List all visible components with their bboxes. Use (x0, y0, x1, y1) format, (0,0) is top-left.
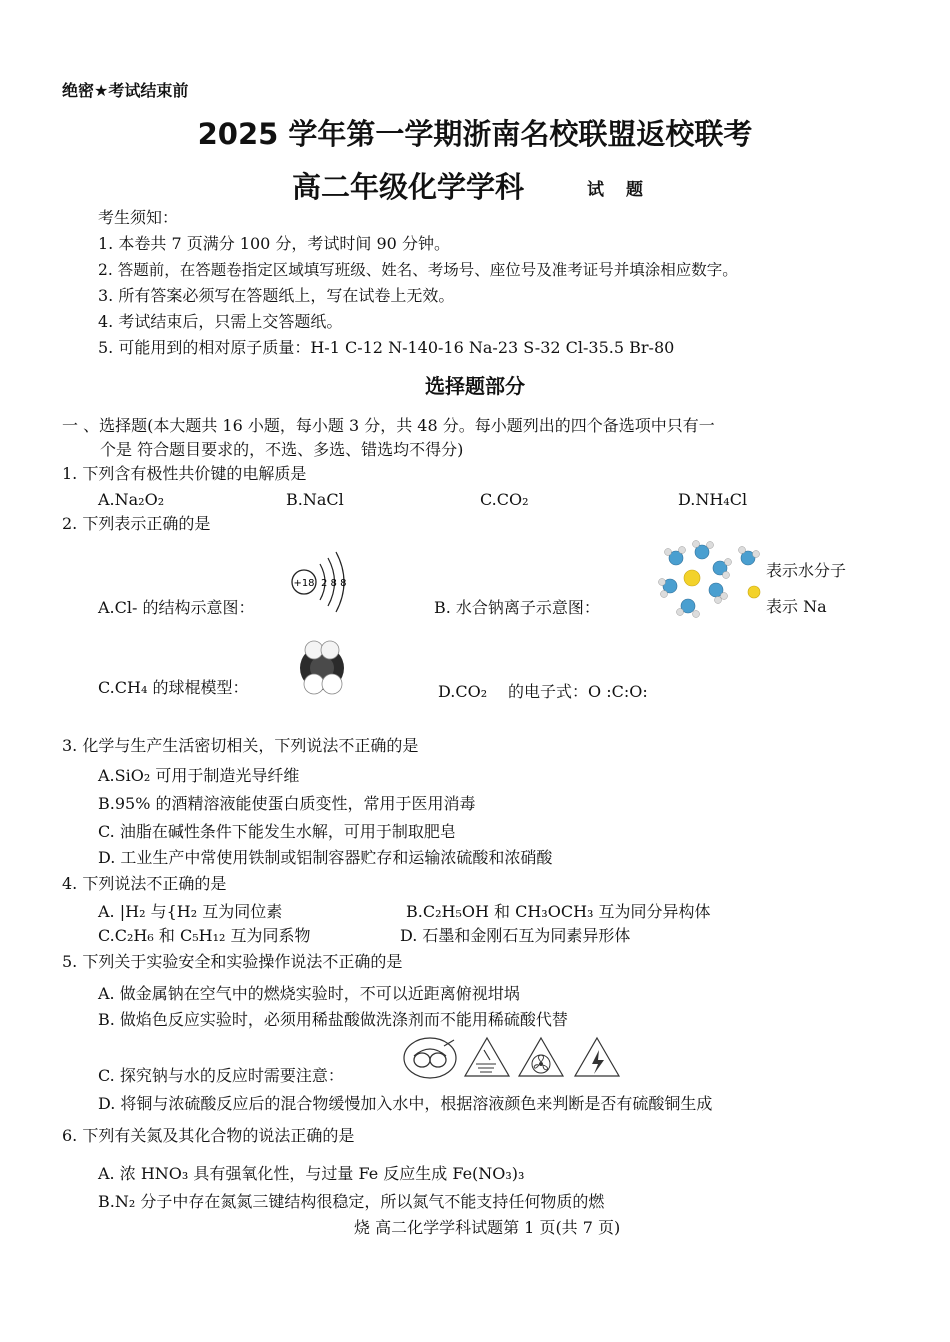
q3-stem: 3. 化学与生产生活密切相关，下列说法不正确的是 (62, 736, 419, 755)
q1-option-a: A.Na₂O₂ (98, 490, 165, 509)
q2-option-d-text: 的电子式：O :C:O: (508, 682, 648, 701)
exam-subject-title: 高二年级化学学科 (292, 170, 525, 204)
q6-stem: 6. 下列有关氮及其化合物的说法正确的是 (62, 1126, 355, 1145)
hydrated-sodium-ion-diagram (656, 540, 766, 620)
notice-item-2: 2. 答题前，在答题卷指定区域填写班级、姓名、考场号、座位号及准考证号并填涂相应数字。 (98, 261, 738, 279)
electron-shells: 2 8 8 (321, 578, 347, 589)
q2-option-a: A.Cl- 的结构示意图： (98, 598, 255, 617)
q2-option-c: C.CH₄ 的球棍模型： (98, 678, 249, 697)
q5-option-c: C. 探究钠与水的反应时需要注意： (98, 1066, 344, 1085)
q1-option-d: D.NH₄Cl (678, 490, 748, 509)
notice-item-5: 5. 可能用到的相对原子质量：H-1 C-12 N-140-16 Na-23 S-32 Cl-35.5 Br-80 (98, 338, 675, 357)
goggles-icon (402, 1034, 458, 1080)
q5-option-d: D. 将铜与浓硫酸反应后的混合物缓慢加入水中，根据溶液颜色来判断是否有硫酸铜生成 (98, 1094, 713, 1113)
fan-ventilation-icon (516, 1034, 566, 1080)
q3-option-d: D. 工业生产中常使用铁制或铝制容器贮存和运输浓硫酸和浓硝酸 (98, 848, 553, 867)
q4-stem: 4. 下列说法不正确的是 (62, 874, 227, 893)
notice-heading: 考生须知： (98, 208, 179, 227)
q1-stem: 1. 下列含有极性共价键的电解质是 (62, 464, 307, 483)
q4-option-d: D. 石墨和金刚石互为同素异形体 (400, 926, 631, 945)
q2-stem: 2. 下列表示正确的是 (62, 514, 211, 533)
exam-title-suffix: 试题 (587, 180, 665, 200)
q3-option-a: A.SiO₂ 可用于制造光导纤维 (98, 766, 300, 785)
q2-option-b: B. 水合钠离子示意图： (434, 598, 600, 617)
section-title: 选择题部分 (425, 374, 525, 398)
q4-option-b: B.C₂H₅OH 和 CH₃OCH₃ 互为同分异构体 (406, 902, 711, 921)
q4-option-a: A. |H₂ 与{H₂ 互为同位素 (98, 902, 283, 921)
q6-option-a: A. 浓 HNO₃ 具有强氧化性，与过量 Fe 反应生成 Fe(NO₃)₃ (98, 1164, 525, 1183)
notice-item-4: 4. 考试结束后，只需上交答题纸。 (98, 312, 343, 331)
methane-ball-stick-model (292, 640, 352, 696)
q5-option-a: A. 做金属钠在空气中的燃烧实验时，不可以近距离俯视坩埚 (98, 984, 520, 1003)
q1-option-c: C.CO₂ (480, 490, 529, 509)
q5-option-b: B. 做焰色反应实验时，必须用稀盐酸做洗涤剂而不能用稀硫酸代替 (98, 1010, 568, 1029)
electric-hazard-icon (572, 1034, 622, 1080)
exam-title: 2025 学年第一学期浙南名校联盟返校联考 (197, 117, 753, 151)
q1-option-b: B.NaCl (286, 490, 344, 509)
hand-wash-icon (462, 1034, 512, 1080)
part1-instruction-line1: 一 、选择题(本大题共 16 小题，每小题 3 分，共 48 分。每小题列出的四个备选项中只有一 (62, 416, 715, 435)
confidential-label: 绝密★考试结束前 (62, 81, 189, 100)
q6-option-b: B.N₂ 分子中存在氮氮三键结构很稳定，所以氮气不能支持任何物质的燃 (98, 1192, 605, 1211)
q5-stem: 5. 下列关于实验安全和实验操作说法不正确的是 (62, 952, 403, 971)
q2-option-d-prefix: D.CO₂ (438, 682, 488, 701)
q4-option-c: C.C₂H₆ 和 C₅H₁₂ 互为同系物 (98, 926, 311, 945)
q3-option-c: C. 油脂在碱性条件下能发生水解，可用于制取肥皂 (98, 822, 456, 841)
part1-instruction-line2: 个是 符合题目要求的，不选、多选、错选均不得分) (100, 440, 464, 459)
notice-item-3: 3. 所有答案必须写在答题纸上，写在试卷上无效。 (98, 286, 455, 305)
chloride-structure-diagram (286, 550, 356, 614)
q2-legend-water: 表示水分子 (766, 561, 847, 580)
nucleus-charge: +18 (293, 578, 315, 589)
q2-legend-sodium: 表示 Na (766, 597, 827, 616)
page-footer: 烧 高二化学学科试题第 1 页(共 7 页) (354, 1218, 621, 1237)
q3-option-b: B.95% 的酒精溶液能使蛋白质变性，常用于医用消毒 (98, 794, 476, 813)
notice-item-1: 1. 本卷共 7 页满分 100 分，考试时间 90 分钟。 (98, 234, 450, 253)
